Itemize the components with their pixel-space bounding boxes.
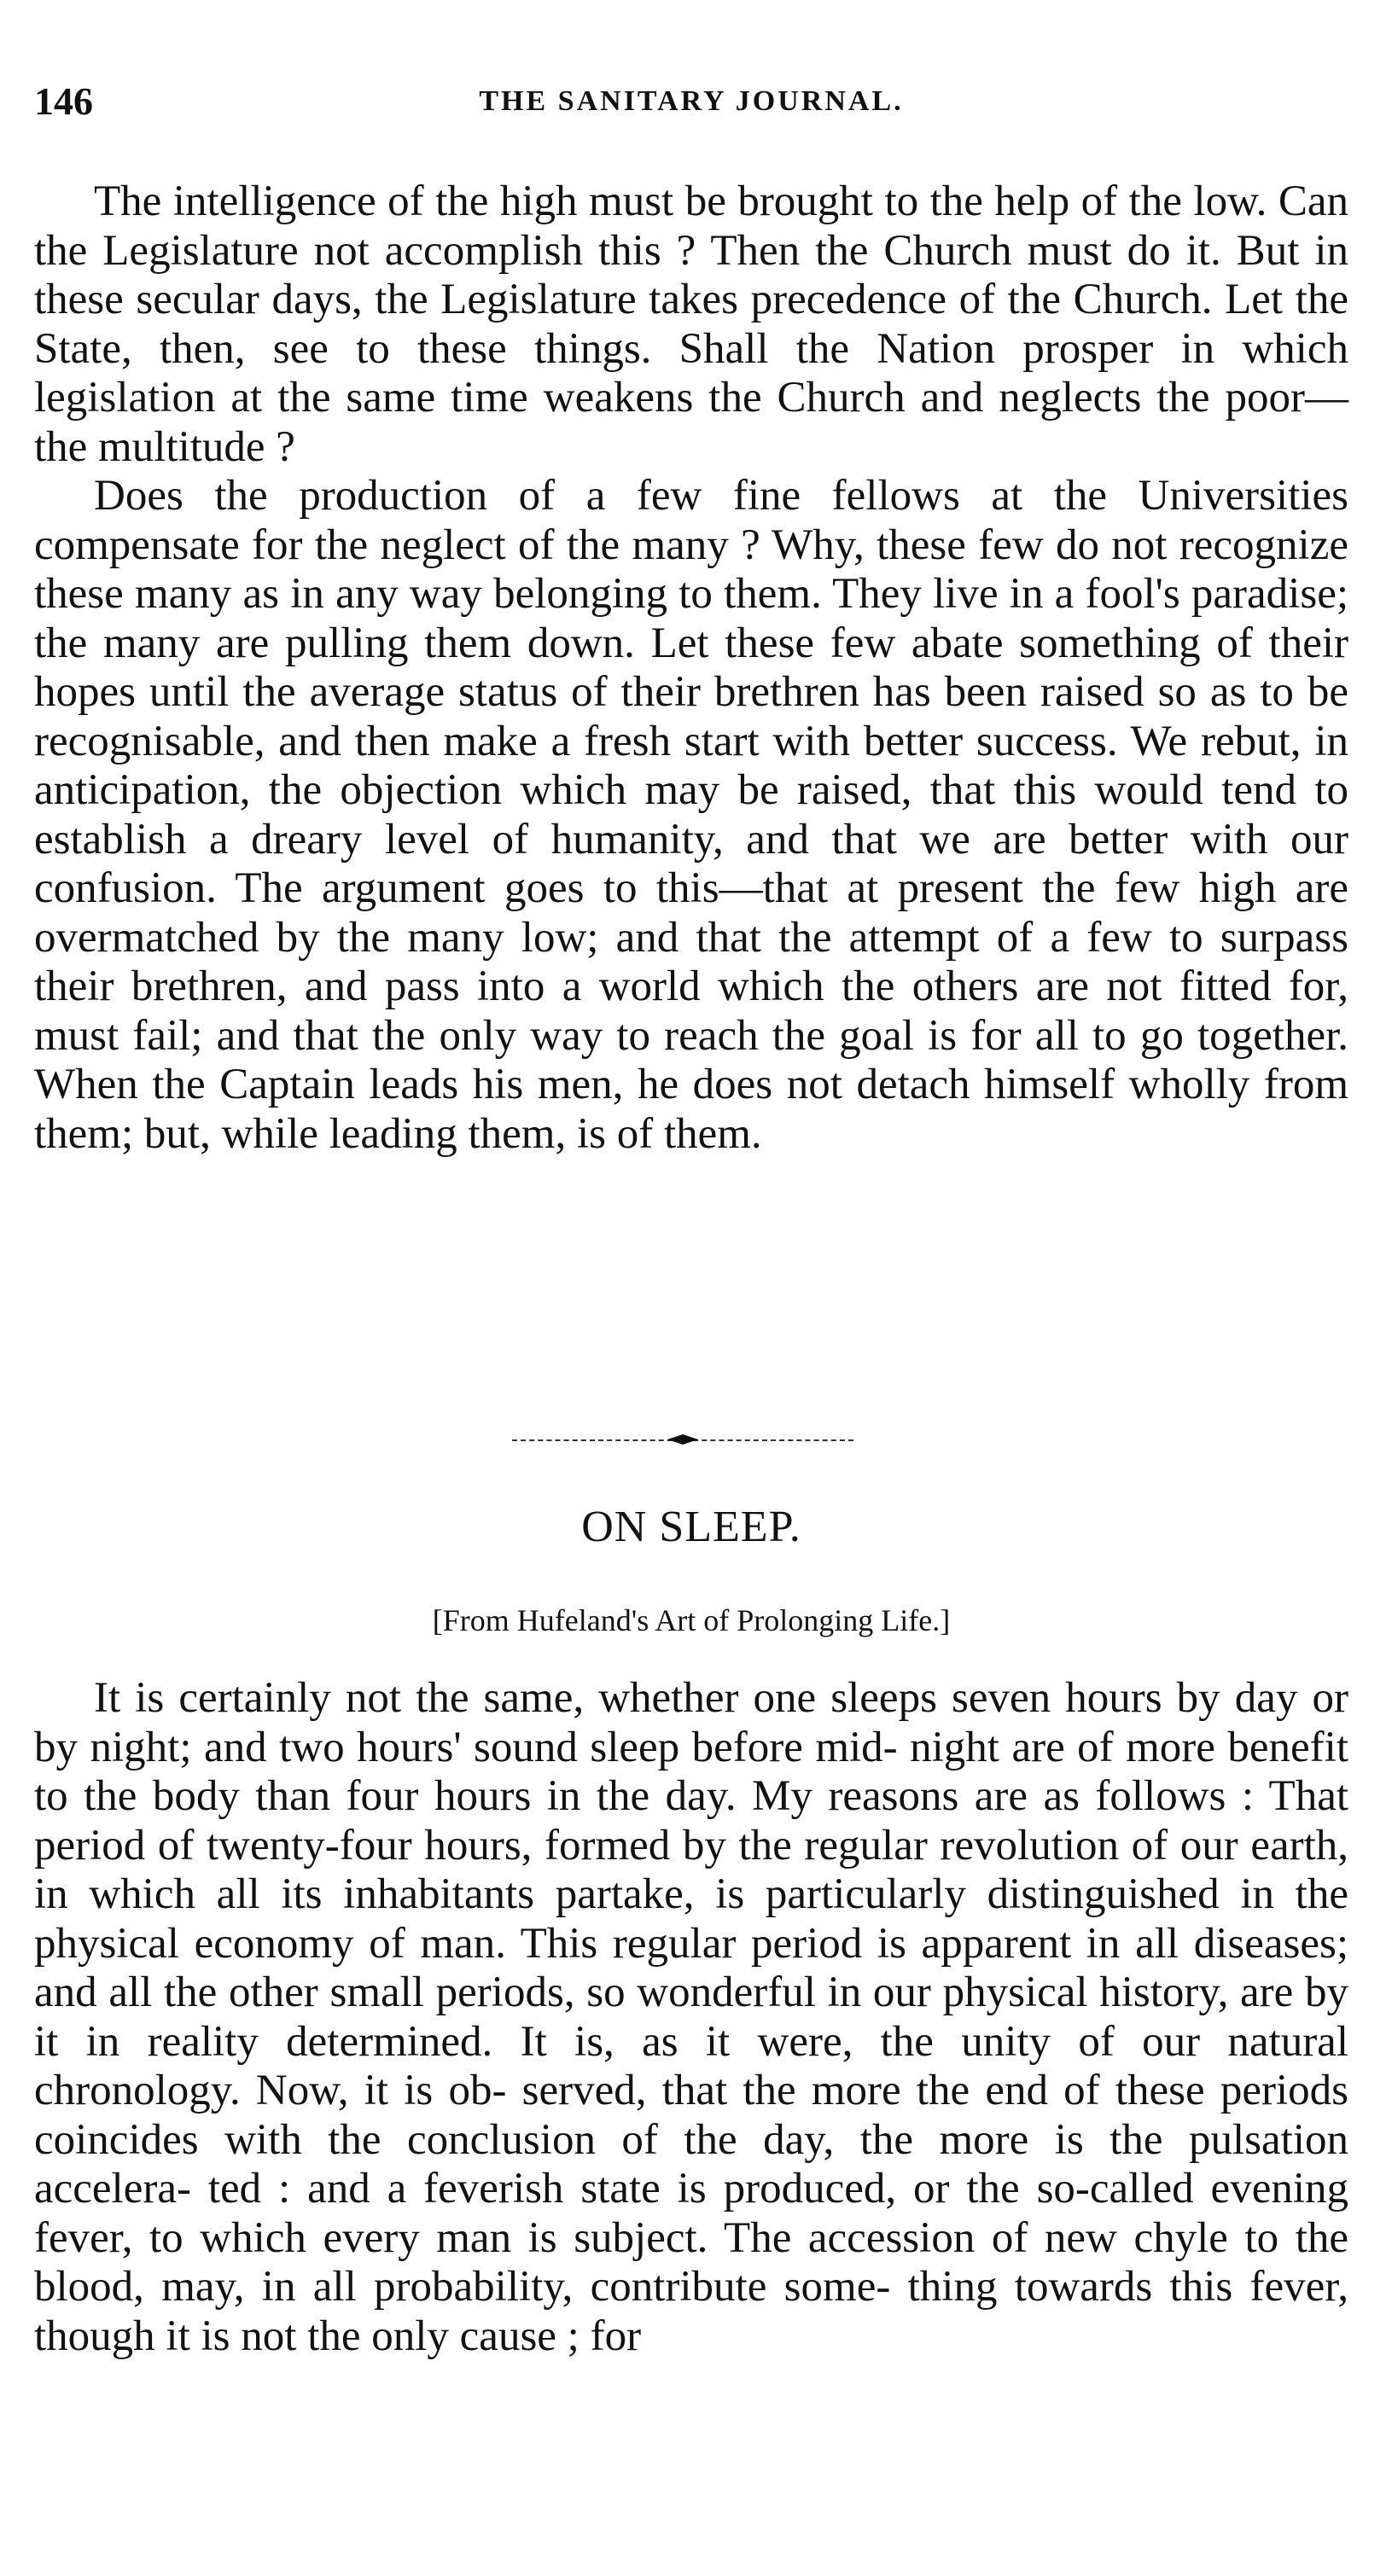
paragraph: The intelligence of the high must be brought to the help of the low. Can the Legislature not accomplish this ? Then the Church must do it. But in these secular days, the Legislature takes precedence of the Church. Let the State, then, see to these things. Shall the Nation prosper in which legislation at the same time weakens the Church and neglects the poor— the multitude ? (34, 177, 1348, 471)
paragraph: Does the production of a few fine fellows at the Universities compensate for the neglect of the many ? Why, these few do not recognize these many as in any way belonging to them. They live in a fool's paradise; the many are pulling them down. Let these few abate something of their hopes until the average status of their brethren has been raised so as to be recognisable, and then make a fresh start with better success. We rebut, in anticipation, the objection which may be raised, that this would tend to establish a dreary level of humanity, and that we are better with our confusion. The argument goes to this—that at present the few high are overmatched by the many low; and that the attempt of a few to surpass their brethren, and pass into a world which the others are not fitted for, must fail; and that the only way to reach the goal is for all to go together. When the Captain leads his men, he does not detach himself wholly from them; but, while leading them, is of them. (34, 472, 1348, 1158)
page-number: 146 (34, 79, 93, 123)
section-divider-ornament (512, 1435, 853, 1445)
journal-title: THE SANITARY JOURNAL. (479, 85, 904, 117)
previous-article-ending (34, 177, 1348, 1159)
article-body (34, 1674, 1348, 2361)
running-head (34, 79, 1348, 130)
article-title: ON SLEEP. (581, 1503, 801, 1551)
paragraph: It is certainly not the same, whether one sleeps seven hours by day or by night; and two hours' sound sleep before mid- night are of more benefit to the body than four hours in the day. My reasons are as follows : That period of twenty-four hours, formed by the regular revolution of our earth, in which all its inhabitants partake, is particularly distinguished in the physical economy of man. This regular period is apparent in all diseases; and all the other small periods, so wonderful in our physical history, are by it in reality determined. It is, as it were, the unity of our natural chronology. Now, it is ob- served, that the more the end of these periods coincides with the conclusion of the day, the more is the pulsation accelera- ted : and a feverish state is produced, or the so-called evening fever, to which every man is subject. The accession of new chyle to the blood, may, in all probability, contribute some- thing towards this fever, though it is not the only cause ; for (34, 1674, 1348, 2360)
article-source-note: [From Hufeland's Art of Prolonging Life.] (432, 1603, 951, 1637)
divider-diamond-icon (667, 1434, 698, 1445)
